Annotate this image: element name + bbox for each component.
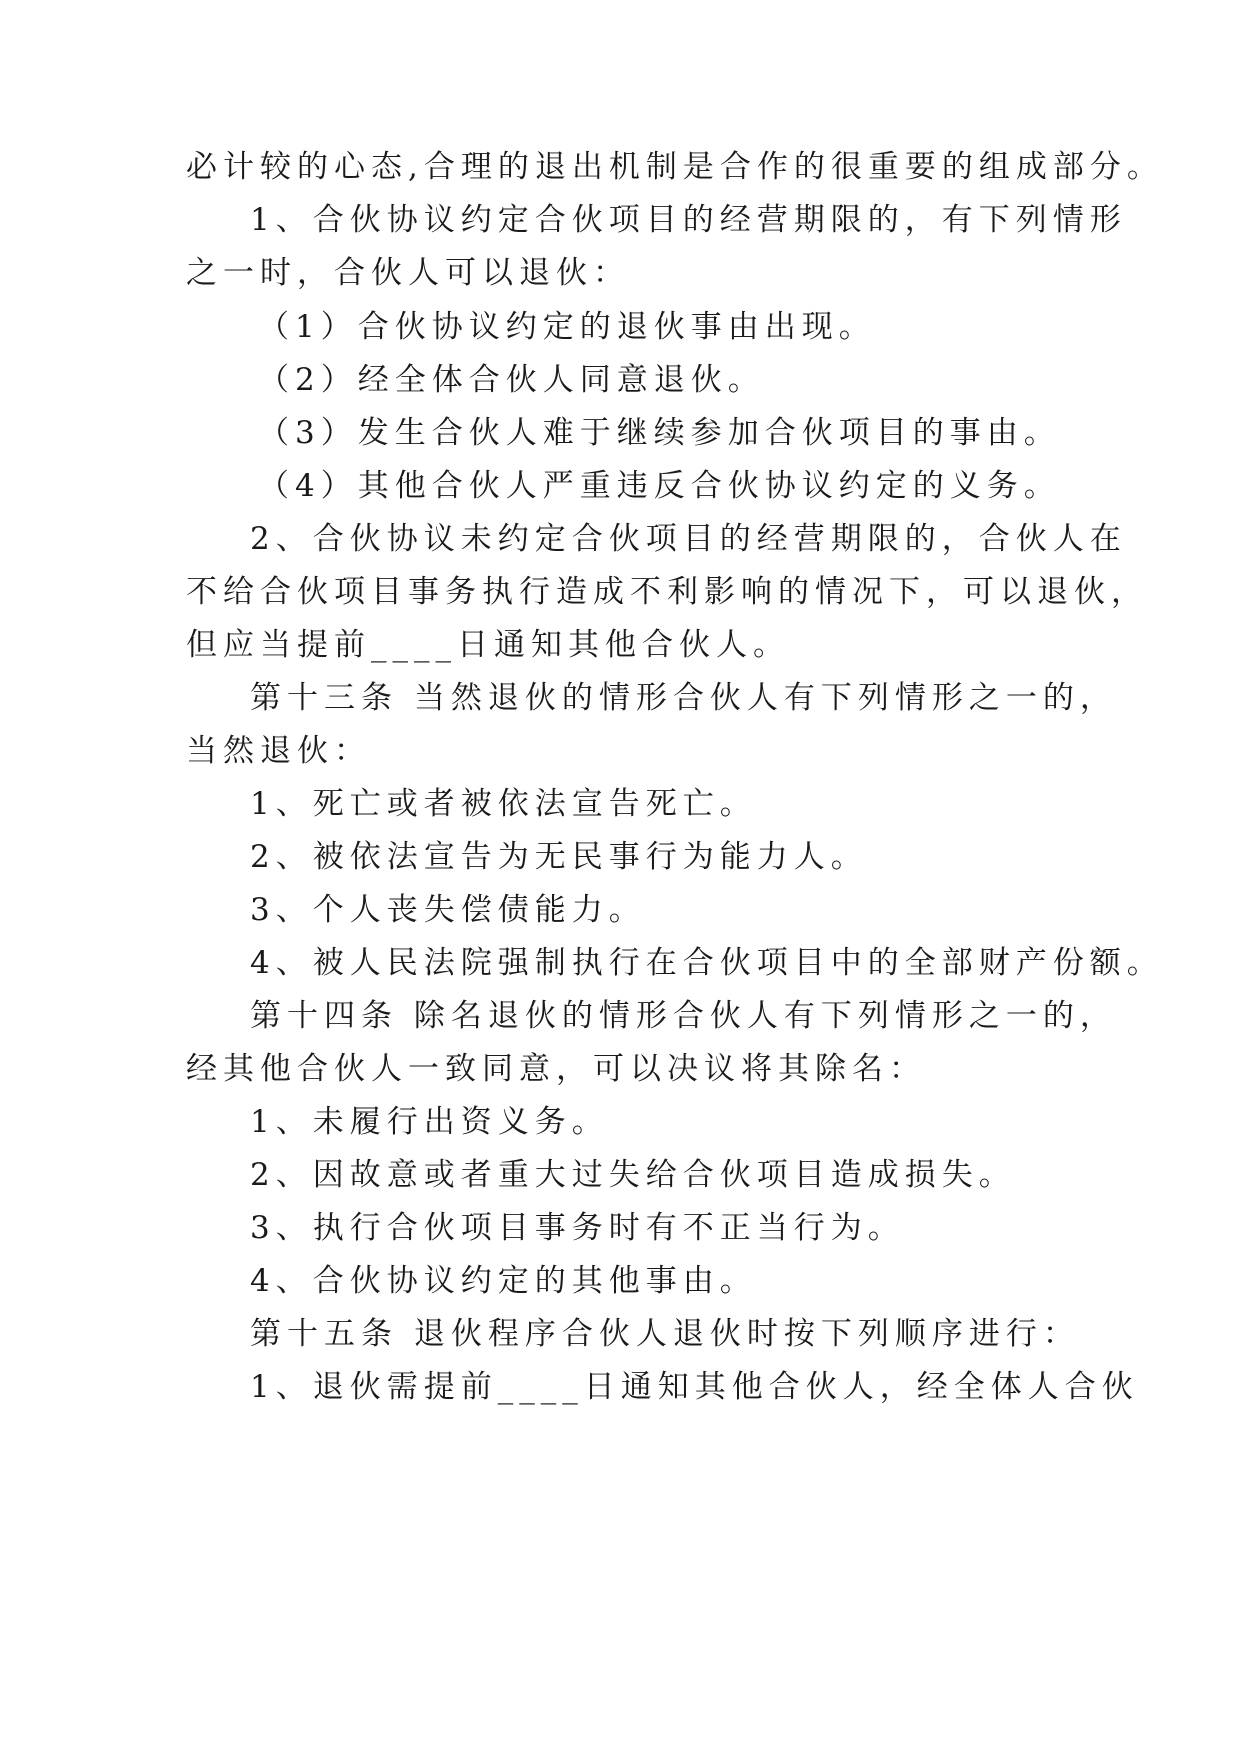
text-line: 经其他合伙人一致同意，可以决议将其除名： [186, 1051, 926, 1087]
text-line: 必计较的心态,合理的退出机制是合作的很重要的组成部分。 [186, 149, 1164, 185]
text-line: 1、退伙需提前____日通知其他合伙人，经全体人合伙 [250, 1369, 1139, 1405]
text-line: （2）经全体合伙人同意退伙。 [258, 362, 765, 398]
text-line: 2、合伙协议未约定合伙项目的经营期限的，合伙人在 [250, 521, 1127, 557]
text-line: （3）发生合伙人难于继续参加合伙项目的事由。 [258, 415, 1061, 451]
text-line: 第十四条 除名退伙的情形合伙人有下列情形之一的， [250, 998, 1117, 1034]
text-line: （4）其他合伙人严重违反合伙协议约定的义务。 [258, 468, 1061, 504]
text-line: 之一时，合伙人可以退伙： [186, 255, 630, 291]
text-line: 当然退伙： [186, 733, 371, 769]
text-line: 4、合伙协议约定的其他事由。 [250, 1263, 757, 1299]
text-line: 第十五条 退伙程序合伙人退伙时按下列顺序进行： [250, 1316, 1080, 1352]
text-line: 不给合伙项目事务执行造成不利影响的情况下，可以退伙， [186, 574, 1148, 610]
text-line: 1、未履行出资义务。 [250, 1104, 609, 1140]
text-line: 4、被人民法院强制执行在合伙项目中的全部财产份额。 [250, 945, 1164, 981]
text-line: 但应当提前____日通知其他合伙人。 [186, 627, 790, 663]
text-line: 3、执行合伙项目事务时有不正当行为。 [250, 1210, 905, 1246]
text-line: 3、个人丧失偿债能力。 [250, 892, 646, 928]
text-line: （1）合伙协议约定的退伙事由出现。 [258, 309, 876, 345]
text-line: 第十三条 当然退伙的情形合伙人有下列情形之一的， [250, 680, 1117, 716]
text-line: 1、合伙协议约定合伙项目的经营期限的，有下列情形 [250, 202, 1127, 238]
text-line: 2、因故意或者重大过失给合伙项目造成损失。 [250, 1157, 1016, 1193]
text-line: 2、被依法宣告为无民事行为能力人。 [250, 839, 868, 875]
text-line: 1、死亡或者被依法宣告死亡。 [250, 786, 757, 822]
